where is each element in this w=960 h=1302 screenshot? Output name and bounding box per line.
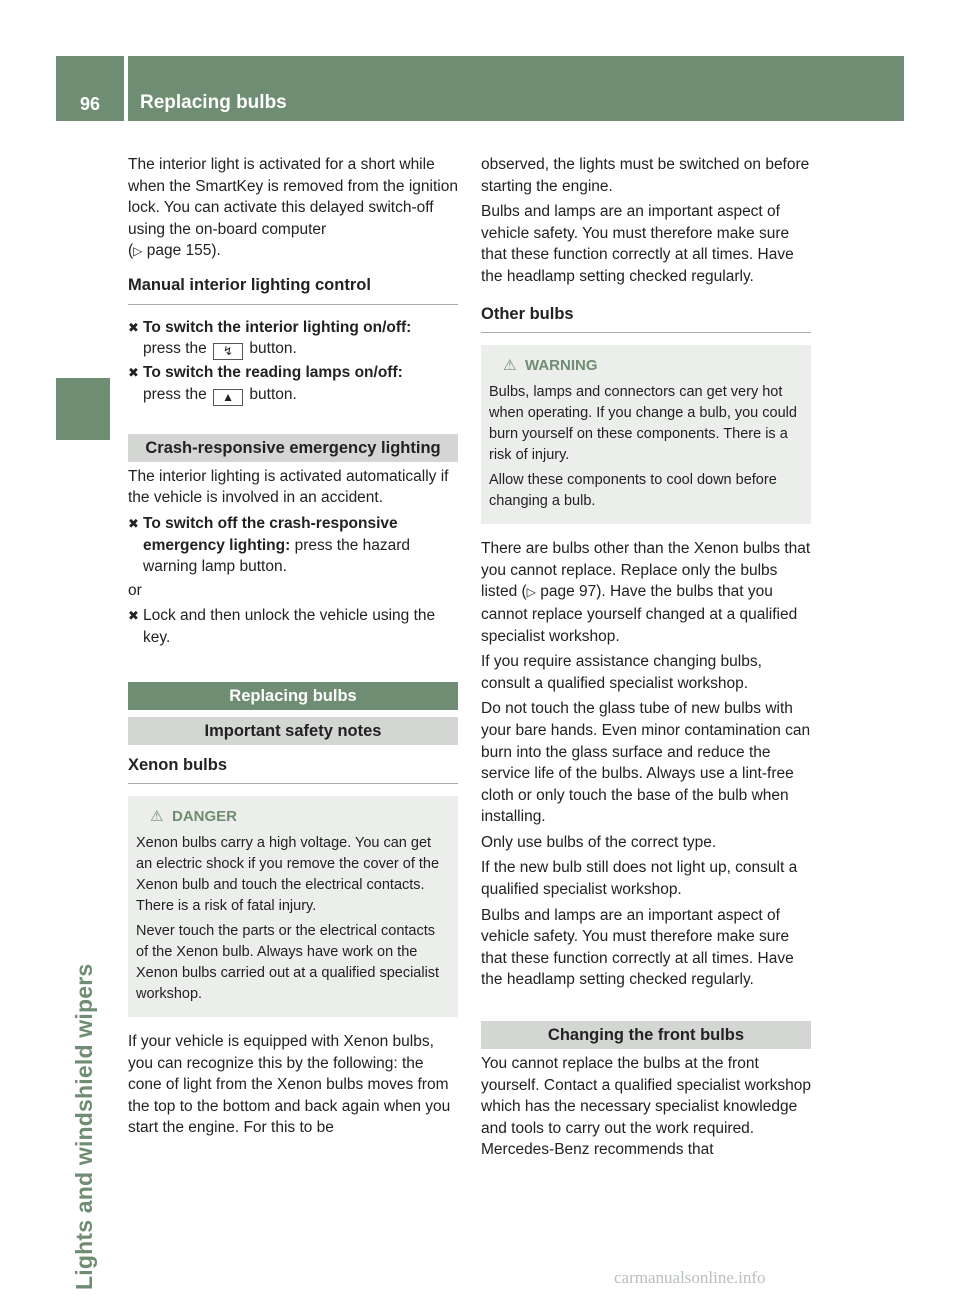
right-paragraph-4: If you require assistance changing bulbs, consult a qualified specialist workshop.: [481, 653, 762, 692]
warning-triangle-icon: ⚠: [150, 808, 164, 826]
page-number-block: [56, 56, 124, 121]
crash-paragraph: The interior lighting is activated automatically if the vehicle is involved in an accident.: [128, 467, 449, 507]
left-column: [128, 154, 458, 1143]
or-text: or: [128, 581, 142, 599]
front-bulbs-bar: Changing the front bulbs: [481, 1021, 811, 1049]
right-paragraph-5: Do not touch the glass tube of new bulbs with your bare hands. Even minor contamination can burn into the glass surface and reduce the service life of the bulbs. Always use a lint-free cloth or only touch the base of the bulb when installing.: [481, 700, 811, 826]
right-paragraph-9: You cannot replace the bulbs at the front yourself. Contact a qualified specialist workshop which has the necessary specialist knowledge and tools to carry out the work required. Mercedes-Benz recommends that: [481, 1055, 811, 1159]
warning-text-2: Allow these components to cool down before changing a bulb.: [489, 472, 777, 510]
header-bar: [128, 56, 904, 121]
right-paragraph-1: observed, the lights must be switched on before starting the engine.: [481, 156, 810, 195]
page-ref-arrow-icon: ▷: [133, 244, 143, 259]
crash-lighting-bar: Crash-responsive emergency lighting: [128, 434, 458, 462]
manual-lighting-heading: Manual interior lighting control: [128, 275, 458, 305]
sidebar-tab: [56, 378, 110, 440]
other-bulbs-heading: Other bulbs: [481, 304, 811, 334]
warning-triangle-icon: ⚠: [503, 357, 517, 375]
warning-text-1: Bulbs, lamps and connectors can get very hot when operating. If you change a bulb, you could burn yourself on these components. There is a risk of injury.: [489, 384, 797, 464]
danger-text-1: Xenon bulbs carry a high voltage. You can get an electric shock if you remove the cover of the Xenon bulb and touch the electrical contacts. There is a risk of fatal injury.: [136, 835, 440, 915]
right-paragraph-2: Bulbs and lamps are an important aspect of vehicle safety. You must therefore make sure that these function correctly at all times. Have the headlamp setting checked regularly.: [481, 203, 794, 285]
step-x-icon: ✖: [128, 608, 139, 624]
safety-notes-bar: Important safety notes: [128, 717, 458, 745]
right-paragraph-6: Only use bulbs of the correct type.: [481, 833, 717, 851]
right-paragraph-8: Bulbs and lamps are an important aspect of vehicle safety. You must therefore make sure that these function correctly at all times. Have the headlamp setting checked regularly.: [481, 906, 794, 989]
xenon-heading: Xenon bulbs: [128, 755, 458, 785]
page-number: 96: [79, 94, 101, 114]
sidebar-label: [56, 450, 110, 1290]
replacing-bulbs-bar: Replacing bulbs: [128, 682, 458, 710]
interior-light-button-icon: ↯: [213, 343, 243, 360]
step-interior-lighting: ✖ To switch the interior lighting on/off: press the ↯ button.: [128, 318, 412, 359]
step-lock-unlock: ✖ Lock and then unlock the vehicle using the key.: [128, 607, 436, 646]
warning-title: ⚠ WARNING: [503, 357, 598, 375]
step-reading-lamps: ✖ To switch the reading lamps on/off: press the ▲ button.: [128, 364, 403, 404]
intro-paragraph: The interior light is activated for a short while when the SmartKey is removed from the ignition lock. You can activate this delayed switch-off using the on-board computer (▷ page 155).: [128, 156, 458, 260]
sidebar-vertical-text: Lights and windshield wipers: [71, 963, 97, 1290]
step-x-icon: ✖: [128, 515, 139, 531]
page-ref-arrow-icon: ▷: [526, 585, 536, 600]
step-crash-off: ✖ To switch off the crash-responsive emergency lighting: press the hazard warning lamp button.: [128, 514, 411, 576]
reading-lamp-button-icon: ▲: [213, 389, 243, 406]
right-paragraph-3: There are bulbs other than the Xenon bulbs that you cannot replace. Replace only the bulbs listed (▷ page 97). Have the bulbs that you cannot replace yourself changed at a qualified specialist workshop.: [481, 540, 811, 645]
section-title: Replacing bulbs: [140, 92, 287, 113]
step-x-icon: ✖: [128, 319, 139, 335]
danger-box: [128, 796, 458, 1017]
watermark: carmanualsonline.info: [614, 1268, 766, 1287]
right-paragraph-7: If the new bulb still does not light up, consult a qualified specialist workshop.: [481, 859, 798, 899]
danger-title: ⚠ DANGER: [150, 808, 238, 826]
step-x-icon: ✖: [128, 365, 139, 381]
right-column: [481, 154, 811, 1165]
warning-box: [481, 345, 811, 524]
danger-text-2: Never touch the parts or the electrical contacts of the Xenon bulb. Always have work on the Xenon bulbs carried out at a qualified specialist workshop.: [136, 923, 440, 1003]
xenon-paragraph: If your vehicle is equipped with Xenon bulbs, you can recognize this by the following: the cone of light from the Xenon bulbs moves from the top to the bottom and back again when you start the engine. For this to be: [128, 1033, 451, 1137]
